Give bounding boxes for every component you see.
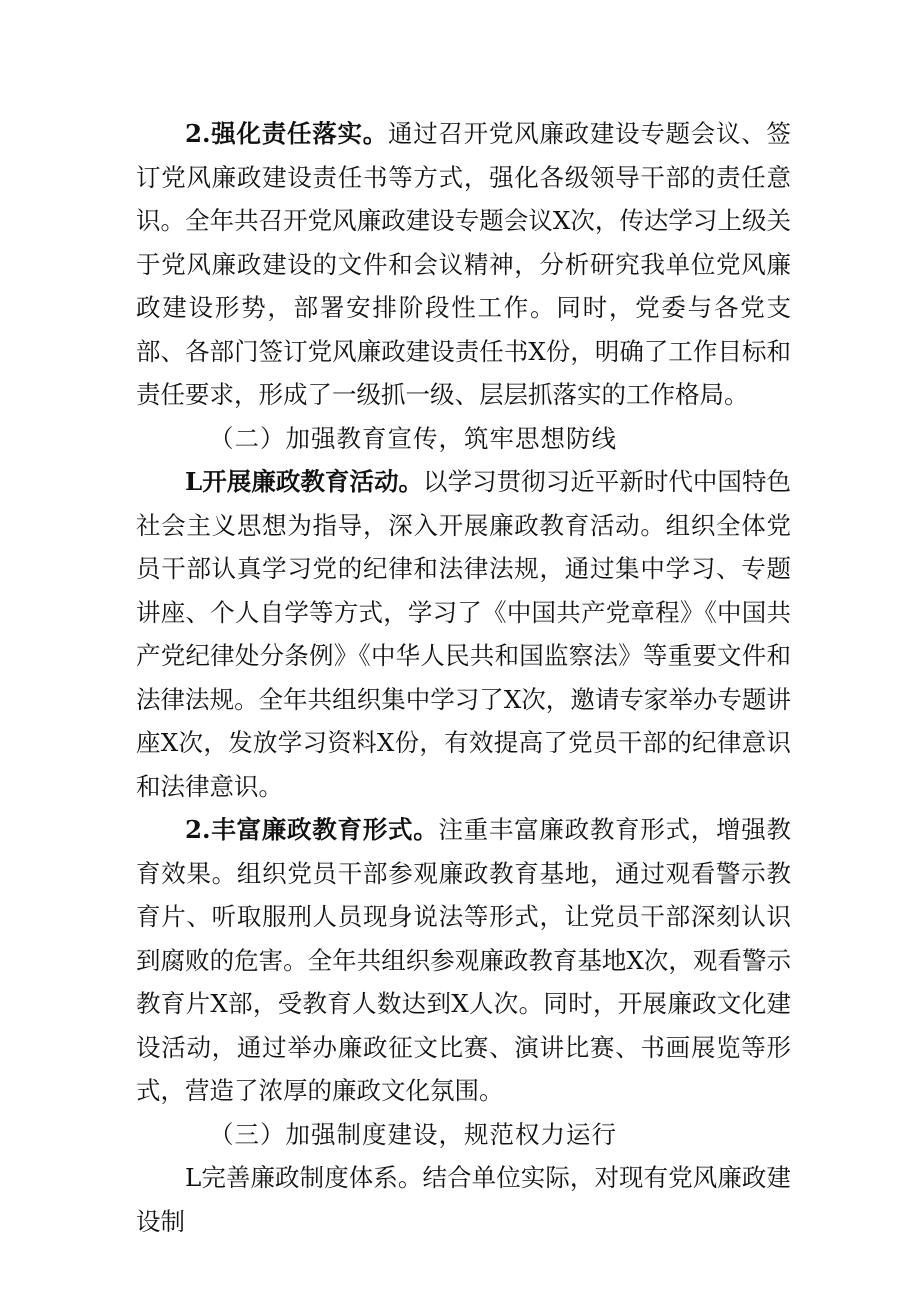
paragraph-lead: L开展廉政教育活动。 [185,467,424,496]
section-heading-system: （三）加强制度建设，规范权力运行 [209,1119,617,1149]
paragraph-lead: 2.丰富廉政教育形式。 [185,815,439,844]
paragraph-text: 以学习贯彻习近平新时代中国特色社会主义思想为指导，深入开展廉政教育活动。组织全体党员干部认真学习党的纪律和法律法规，通过集中学习、专题讲座、个人自学等方式，学习了《中国共产党章程》《中国共产党纪律处分条例》《中华人民共和国监察法》等重要文件和法律法规。全年共组织集中学习了X次，邀请专家举办专题讲座X次，发放学习资料X份，有效提高了党员干部的纪律意识和法律意识。 [136,467,791,801]
paragraph-system-improvement [136,1156,791,1243]
section-heading-education: （二）加强教育宣传，筑牢思想防线 [209,423,617,453]
paragraph-education-forms [136,808,791,1113]
paragraph-education-activities [136,460,791,808]
paragraph-text: 注重丰富廉政教育形式，增强教育效果。组织党员干部参观廉政教育基地，通过观看警示教育片、听取服刑人员现身说法等形式，让党员干部深刻认识到腐败的危害。全年共组织参观廉政教育基地X次，观看警示教育片X部，受教育人数达到X人次。同时，开展廉政文化建设活动，通过举办廉政征文比赛、演讲比赛、书画展览等形式，营造了浓厚的廉政文化氛围。 [136,815,792,1105]
document-body [136,112,791,1243]
paragraph-responsibility [136,112,791,417]
paragraph-text: 通过召开党风廉政建设专题会议、签订党风廉政建设责任书等方式，强化各级领导干部的责任意识。全年共召开党风廉政建设专题会议X次，传达学习上级关于党风廉政建设的文件和会议精神，分析研究我单位党风廉政建设形势，部署安排阶段性工作。同时，党委与各党支部、各部门签订党风廉政建设责任书X份，明确了工作目标和责任要求，形成了一级抓一级、层层抓落实的工作格局。 [136,119,792,409]
paragraph-text: L完善廉政制度体系。结合单位实际，对现有党风廉政建设制 [136,1163,791,1236]
paragraph-lead: 2.强化责任落实。 [185,119,388,148]
